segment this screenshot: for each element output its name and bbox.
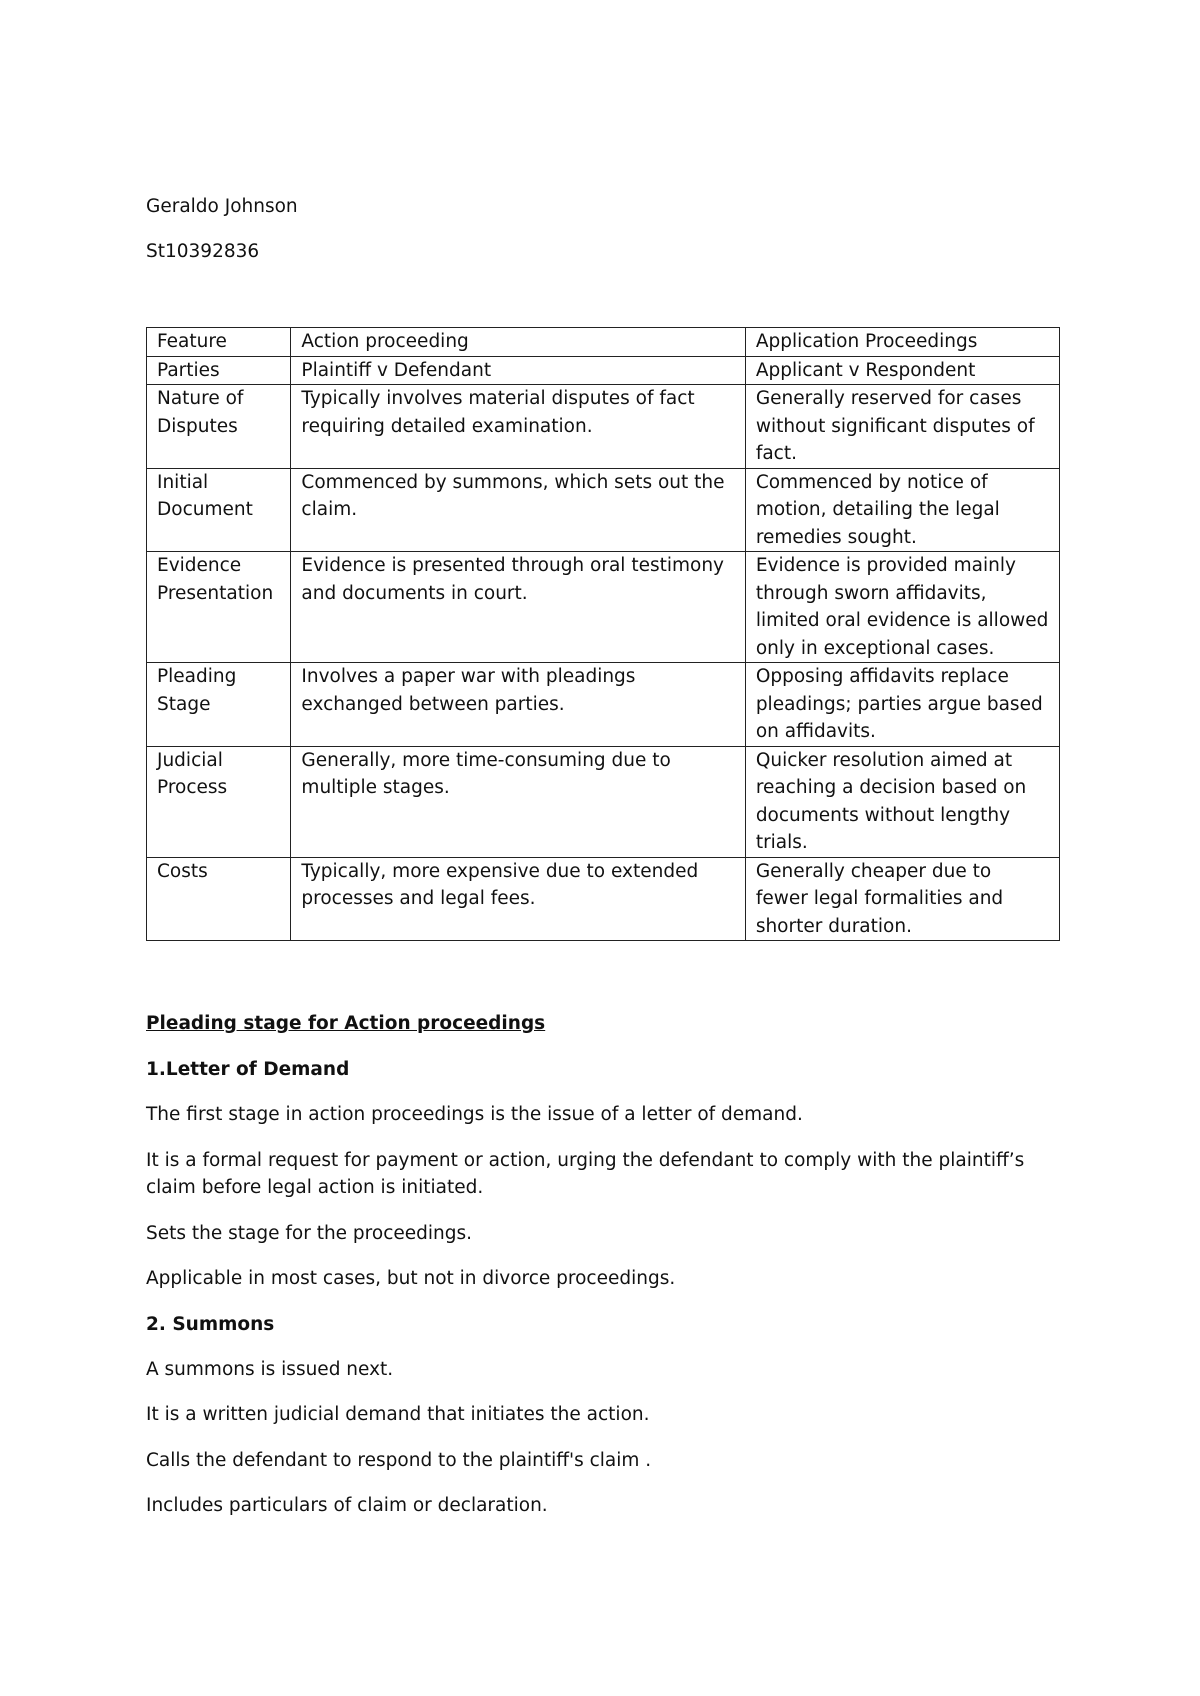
row-application: Opposing affidavits replace pleadings; parties argue based on affidavits. [745, 663, 1059, 747]
row-feature: Pleading Stage [147, 663, 291, 747]
row-application: Generally cheaper due to fewer legal formalities and shorter duration. [745, 857, 1059, 941]
row-action: Typically involves material disputes of fact requiring detailed examination. [291, 385, 745, 469]
summons-heading: 2. Summons [146, 1314, 275, 1335]
row-action: Generally, more time-consuming due to multiple stages. [291, 746, 745, 857]
table-row [147, 385, 1060, 469]
letter-paragraph-3: Sets the stage for the proceedings. [146, 1223, 472, 1244]
section-title: Pleading stage for Action proceedings [146, 1013, 546, 1034]
letter-of-demand-heading: 1.Letter of Demand [146, 1059, 350, 1080]
summons-paragraph-3: Calls the defendant to respond to the plaintiff's claim . [146, 1450, 652, 1471]
summons-paragraph-4: Includes particulars of claim or declaration. [146, 1495, 548, 1516]
comparison-table [146, 327, 1060, 941]
author-name: Geraldo Johnson [146, 196, 298, 217]
row-application: Quicker resolution aimed at reaching a decision based on documents without lengthy trials. [745, 746, 1059, 857]
row-application: Evidence is provided mainly through sworn affidavits, limited oral evidence is allowed only in exceptional cases. [745, 552, 1059, 663]
row-feature: Nature of Disputes [147, 385, 291, 469]
summons-paragraph-2: It is a written judicial demand that initiates the action. [146, 1404, 650, 1425]
table-header-row [147, 328, 1060, 357]
row-action: Typically, more expensive due to extended processes and legal fees. [291, 857, 745, 941]
header-application: Application Proceedings [745, 328, 1059, 357]
table-row [147, 468, 1060, 552]
letter-paragraph-2: It is a formal request for payment or action, urging the defendant to comply with the plaintiff’s claim before legal action is initiated. [146, 1150, 1025, 1198]
table-row [147, 552, 1060, 663]
header-feature: Feature [147, 328, 291, 357]
header-action: Action proceeding [291, 328, 745, 357]
letter-paragraph-1: The first stage in action proceedings is the issue of a letter of demand. [146, 1104, 803, 1125]
row-feature: Costs [147, 857, 291, 941]
row-action: Plaintiff v Defendant [291, 356, 745, 385]
row-application: Applicant v Respondent [745, 356, 1059, 385]
row-feature: Initial Document [147, 468, 291, 552]
table-row [147, 663, 1060, 747]
row-feature: Parties [147, 356, 291, 385]
row-action: Commenced by summons, which sets out the claim. [291, 468, 745, 552]
table-row [147, 356, 1060, 385]
row-feature: Evidence Presentation [147, 552, 291, 663]
table-row [147, 746, 1060, 857]
row-application: Commenced by notice of motion, detailing the legal remedies sought. [745, 468, 1059, 552]
student-number: St10392836 [146, 241, 260, 262]
row-action: Evidence is presented through oral testimony and documents in court. [291, 552, 745, 663]
table-row [147, 857, 1060, 941]
summons-paragraph-1: A summons is issued next. [146, 1359, 394, 1380]
row-action: Involves a paper war with pleadings exchanged between parties. [291, 663, 745, 747]
row-feature: Judicial Process [147, 746, 291, 857]
letter-paragraph-4: Applicable in most cases, but not in divorce proceedings. [146, 1268, 676, 1289]
row-application: Generally reserved for cases without significant disputes of fact. [745, 385, 1059, 469]
